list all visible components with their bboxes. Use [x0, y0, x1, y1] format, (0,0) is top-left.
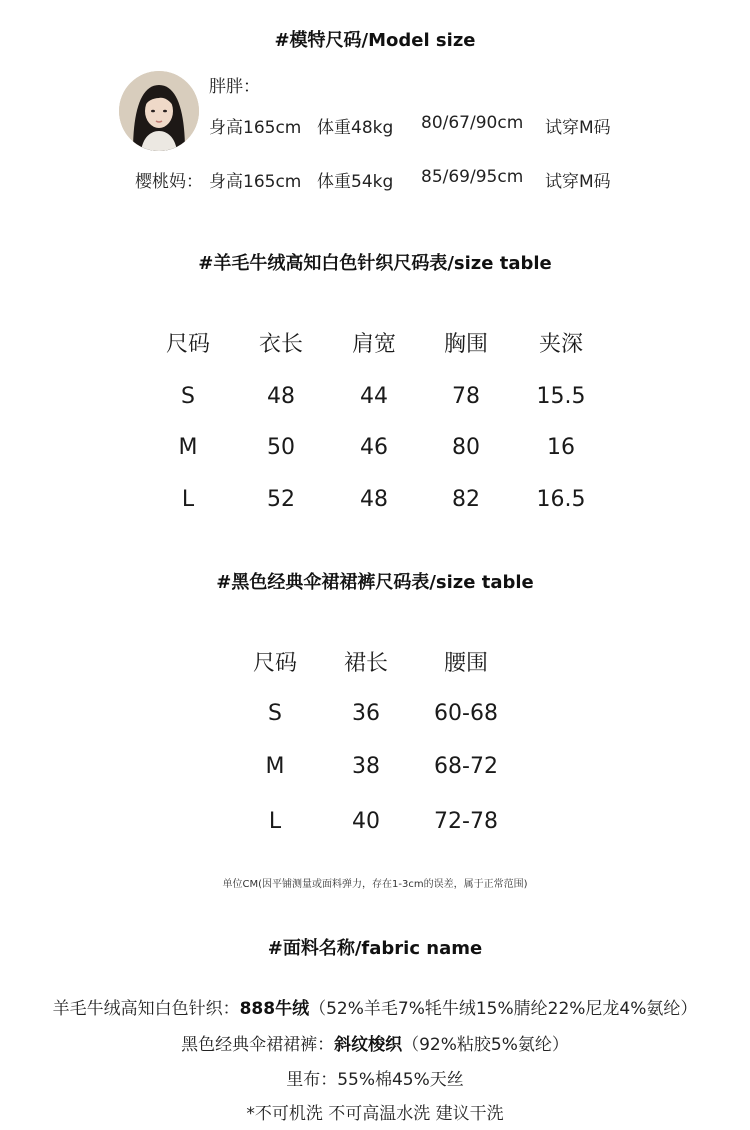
top-cell: 48 — [360, 487, 388, 512]
top-cell: 52 — [267, 487, 295, 512]
model1-measure: 80/67/90cm — [421, 113, 524, 133]
fabric-line-skirt — [0, 1030, 750, 1055]
top-cell: 44 — [360, 384, 388, 409]
model1-weight: 体重48kg — [317, 118, 394, 138]
skirt-cell: 72-78 — [434, 809, 498, 834]
skirt-size-table-heading: #黑色经典伞裙裙裤尺码表/size table — [216, 572, 534, 593]
model1-height: 身高165cm — [209, 118, 302, 138]
skirt-cell: M — [265, 754, 285, 779]
skirt-cell: 38 — [352, 754, 380, 779]
fabric-line-lining: 里布：55%棉45%天丝 — [286, 1070, 464, 1090]
top-cell: 78 — [452, 384, 480, 409]
measurement-note: 单位CM(因平铺测量或面料弹力，存在1-3cm的误差，属于正常范围) — [222, 879, 528, 890]
model2-measure: 85/69/95cm — [421, 167, 524, 187]
top-header-size: 尺码 — [165, 332, 210, 357]
top-header-length: 衣长 — [258, 332, 303, 357]
top-cell: 46 — [360, 435, 388, 460]
top-cell: 50 — [267, 435, 295, 460]
top-header-armhole: 夹深 — [538, 332, 583, 357]
model1-tryon: 试穿M码 — [545, 118, 611, 138]
fabric-line-top — [0, 994, 750, 1019]
top-cell: 82 — [452, 487, 480, 512]
fabric-name-heading: #面料名称/fabric name — [267, 938, 483, 959]
top-header-shoulder: 肩宽 — [351, 332, 396, 357]
fabric-top-material: 888牛绒 — [239, 999, 310, 1019]
top-cell: 48 — [267, 384, 295, 409]
skirt-cell: 36 — [352, 701, 380, 726]
fabric-top-composition: （52%羊毛7%牦牛绒15%腈纶22%尼龙4%氨纶） — [309, 999, 698, 1019]
skirt-cell: L — [268, 809, 282, 834]
care-instructions: *不可机洗 不可高温水洗 建议干洗 — [246, 1104, 504, 1124]
model2-name: 樱桃妈： — [135, 172, 203, 192]
model2-tryon: 试穿M码 — [545, 172, 611, 192]
fabric-skirt-label: 黑色经典伞裙裙裤： — [181, 1035, 335, 1055]
skirt-cell: S — [268, 701, 282, 726]
skirt-cell: 68-72 — [434, 754, 498, 779]
fabric-skirt-material: 斜纹梭织 — [334, 1035, 403, 1055]
top-cell: 15.5 — [536, 384, 586, 409]
top-header-chest: 胸围 — [443, 332, 488, 357]
skirt-cell: 40 — [352, 809, 380, 834]
model-avatar — [119, 71, 199, 151]
model2-height: 身高165cm — [209, 172, 302, 192]
top-cell: L — [181, 487, 195, 512]
fabric-skirt-composition: （92%粘胶5%氨纶） — [402, 1035, 569, 1055]
fabric-top-label: 羊毛牛绒高知白色针织： — [52, 999, 240, 1019]
skirt-header-size: 尺码 — [252, 651, 297, 676]
top-size-table-heading: #羊毛牛绒高知白色针织尺码表/size table — [198, 253, 552, 274]
model1-name: 胖胖： — [209, 77, 260, 97]
model2-weight: 体重54kg — [317, 172, 394, 192]
top-cell: S — [181, 384, 195, 409]
skirt-cell: 60-68 — [434, 701, 498, 726]
skirt-header-length: 裙长 — [343, 651, 388, 676]
top-cell: M — [178, 435, 198, 460]
top-cell: 16 — [547, 435, 575, 460]
model-size-heading: #模特尺码/Model size — [274, 30, 476, 51]
top-cell: 16.5 — [536, 487, 586, 512]
skirt-header-waist: 腰围 — [443, 651, 488, 676]
top-cell: 80 — [452, 435, 480, 460]
